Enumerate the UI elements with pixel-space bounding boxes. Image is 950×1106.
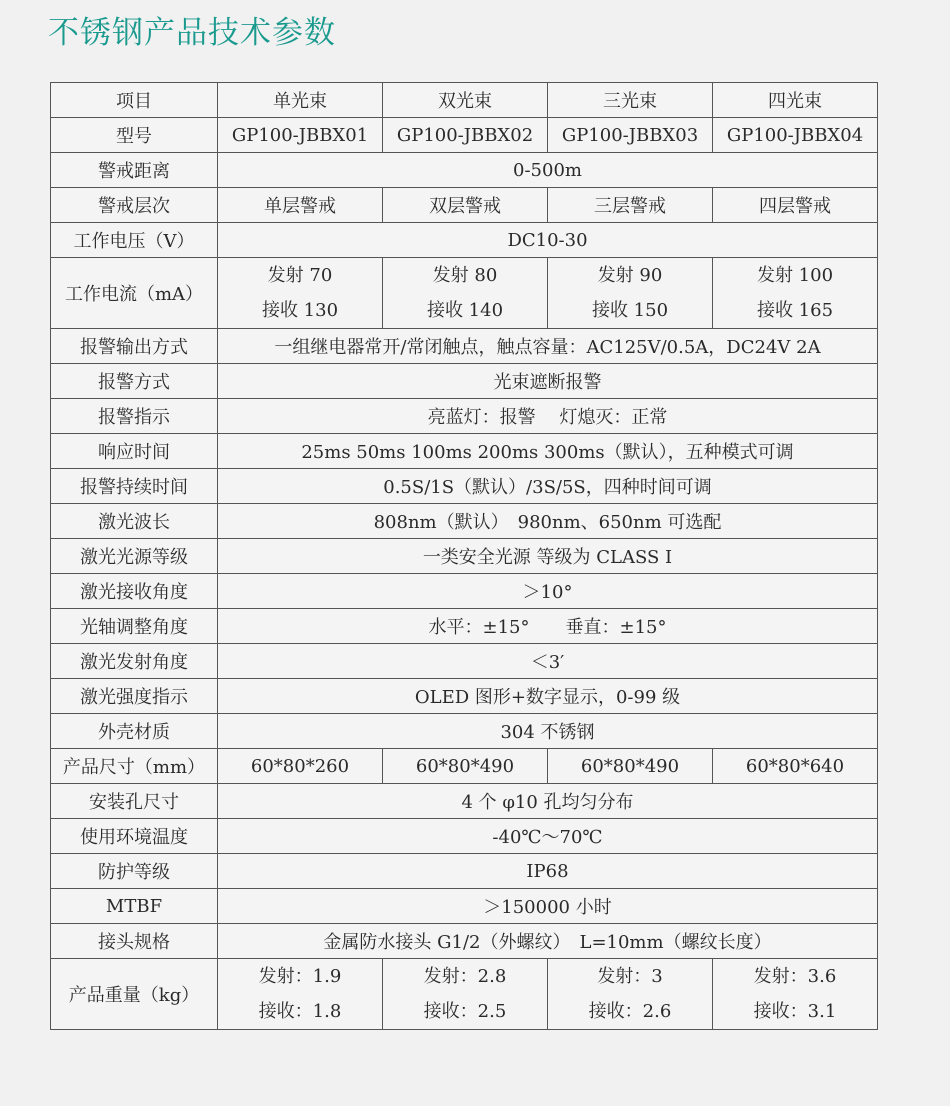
row-label: 工作电压（V） xyxy=(51,223,218,258)
table-row xyxy=(51,749,878,784)
cell-line: 发射 90 xyxy=(597,265,663,286)
row-label: 激光强度指示 xyxy=(51,679,218,714)
row-cell: 双层警戒 xyxy=(383,188,548,223)
cell-line: 接收：1.8 xyxy=(258,1001,342,1022)
table-row xyxy=(51,188,878,223)
cell-line: 发射 100 xyxy=(756,265,834,286)
row-value: 0-500m xyxy=(218,153,878,188)
table-row xyxy=(51,644,878,679)
table-row xyxy=(51,469,878,504)
row-value: 金属防水接头 G1/2（外螺纹） L=10mm（螺纹长度） xyxy=(218,924,878,959)
row-value: 808nm（默认） 980nm、650nm 可选配 xyxy=(218,504,878,539)
row-label: 激光接收角度 xyxy=(51,574,218,609)
table-row xyxy=(51,223,878,258)
row-value: 25ms 50ms 100ms 200ms 300ms（默认），五种模式可调 xyxy=(218,434,878,469)
cell-line: 发射：1.9 xyxy=(258,966,342,987)
table-row xyxy=(51,819,878,854)
row-label: 产品重量（kg） xyxy=(51,959,218,1030)
header-cell: 三光束 xyxy=(548,83,713,118)
table-row xyxy=(51,714,878,749)
row-cell xyxy=(548,258,713,329)
row-value: 304 不锈钢 xyxy=(218,714,878,749)
table-row xyxy=(51,959,878,1030)
table-row xyxy=(51,258,878,329)
row-value: 一组继电器常开/常闭触点，触点容量：AC125V/0.5A，DC24V 2A xyxy=(218,329,878,364)
table-row xyxy=(51,574,878,609)
row-cell: 60*80*260 xyxy=(218,749,383,784)
row-cell xyxy=(713,959,878,1030)
cell-line: 接收：3.1 xyxy=(753,1001,837,1022)
row-label: 工作电流（mA） xyxy=(51,258,218,329)
table-row xyxy=(51,889,878,924)
row-value: 光束遮断报警 xyxy=(218,364,878,399)
row-cell: GP100-JBBX02 xyxy=(383,118,548,153)
cell-line: 接收 150 xyxy=(591,300,669,321)
row-label: 激光发射角度 xyxy=(51,644,218,679)
table-row xyxy=(51,609,878,644)
row-value: 水平：±15° 垂直：±15° xyxy=(218,609,878,644)
row-label: 警戒层次 xyxy=(51,188,218,223)
row-cell xyxy=(218,959,383,1030)
row-label: 报警方式 xyxy=(51,364,218,399)
table-header-row xyxy=(51,83,878,118)
cell-line: 发射：2.8 xyxy=(423,966,507,987)
row-value: ＞10° xyxy=(218,574,878,609)
row-value: DC10-30 xyxy=(218,223,878,258)
row-value: 一类安全光源 等级为 CLASS Ⅰ xyxy=(218,539,878,574)
table-row xyxy=(51,784,878,819)
cell-line: 发射 70 xyxy=(267,265,333,286)
cell-line: 发射：3 xyxy=(597,966,663,987)
header-cell: 单光束 xyxy=(218,83,383,118)
row-label: 激光波长 xyxy=(51,504,218,539)
row-label: 防护等级 xyxy=(51,854,218,889)
cell-line: 接收：2.6 xyxy=(588,1001,672,1022)
header-cell: 项目 xyxy=(51,83,218,118)
row-cell xyxy=(713,258,878,329)
row-cell: 60*80*490 xyxy=(383,749,548,784)
row-label: 产品尺寸（mm） xyxy=(51,749,218,784)
row-value: 0.5S/1S（默认）/3S/5S，四种时间可调 xyxy=(218,469,878,504)
cell-line: 发射：3.6 xyxy=(753,966,837,987)
cell-line: 发射 80 xyxy=(432,265,498,286)
row-label: 型号 xyxy=(51,118,218,153)
header-cell: 双光束 xyxy=(383,83,548,118)
row-cell xyxy=(383,258,548,329)
row-cell xyxy=(218,258,383,329)
row-value: IP68 xyxy=(218,854,878,889)
row-cell: 四层警戒 xyxy=(713,188,878,223)
row-label: 报警输出方式 xyxy=(51,329,218,364)
table-row xyxy=(51,329,878,364)
row-cell: GP100-JBBX03 xyxy=(548,118,713,153)
row-cell xyxy=(383,959,548,1030)
row-value: -40℃～70℃ xyxy=(218,819,878,854)
cell-line: 接收 165 xyxy=(756,300,834,321)
table-row xyxy=(51,924,878,959)
row-label: 报警持续时间 xyxy=(51,469,218,504)
row-label: 报警指示 xyxy=(51,399,218,434)
cell-line: 接收：2.5 xyxy=(423,1001,507,1022)
row-cell: GP100-JBBX04 xyxy=(713,118,878,153)
table-row xyxy=(51,399,878,434)
table-row xyxy=(51,504,878,539)
row-value: 4 个 φ10 孔均匀分布 xyxy=(218,784,878,819)
row-cell: 60*80*640 xyxy=(713,749,878,784)
row-label: 光轴调整角度 xyxy=(51,609,218,644)
row-cell: 单层警戒 xyxy=(218,188,383,223)
row-label: MTBF xyxy=(51,889,218,924)
row-value: OLED 图形+数字显示，0-99 级 xyxy=(218,679,878,714)
row-value: ＜3′ xyxy=(218,644,878,679)
table-row xyxy=(51,679,878,714)
row-label: 使用环境温度 xyxy=(51,819,218,854)
row-label: 安装孔尺寸 xyxy=(51,784,218,819)
cell-line: 接收 140 xyxy=(426,300,504,321)
row-label: 接头规格 xyxy=(51,924,218,959)
row-value: ＞150000 小时 xyxy=(218,889,878,924)
table-row xyxy=(51,364,878,399)
row-label: 响应时间 xyxy=(51,434,218,469)
table-row xyxy=(51,434,878,469)
row-value: 亮蓝灯：报警 灯熄灭：正常 xyxy=(218,399,878,434)
row-label: 外壳材质 xyxy=(51,714,218,749)
table-row xyxy=(51,539,878,574)
table-row xyxy=(51,118,878,153)
table-row xyxy=(51,153,878,188)
row-cell: 60*80*490 xyxy=(548,749,713,784)
cell-line: 接收 130 xyxy=(261,300,339,321)
spec-table xyxy=(50,82,878,1030)
row-label: 激光光源等级 xyxy=(51,539,218,574)
row-cell xyxy=(548,959,713,1030)
header-cell: 四光束 xyxy=(713,83,878,118)
row-label: 警戒距离 xyxy=(51,153,218,188)
table-row xyxy=(51,854,878,889)
page-title: 不锈钢产品技术参数 xyxy=(48,15,336,51)
row-cell: 三层警戒 xyxy=(548,188,713,223)
row-cell: GP100-JBBX01 xyxy=(218,118,383,153)
